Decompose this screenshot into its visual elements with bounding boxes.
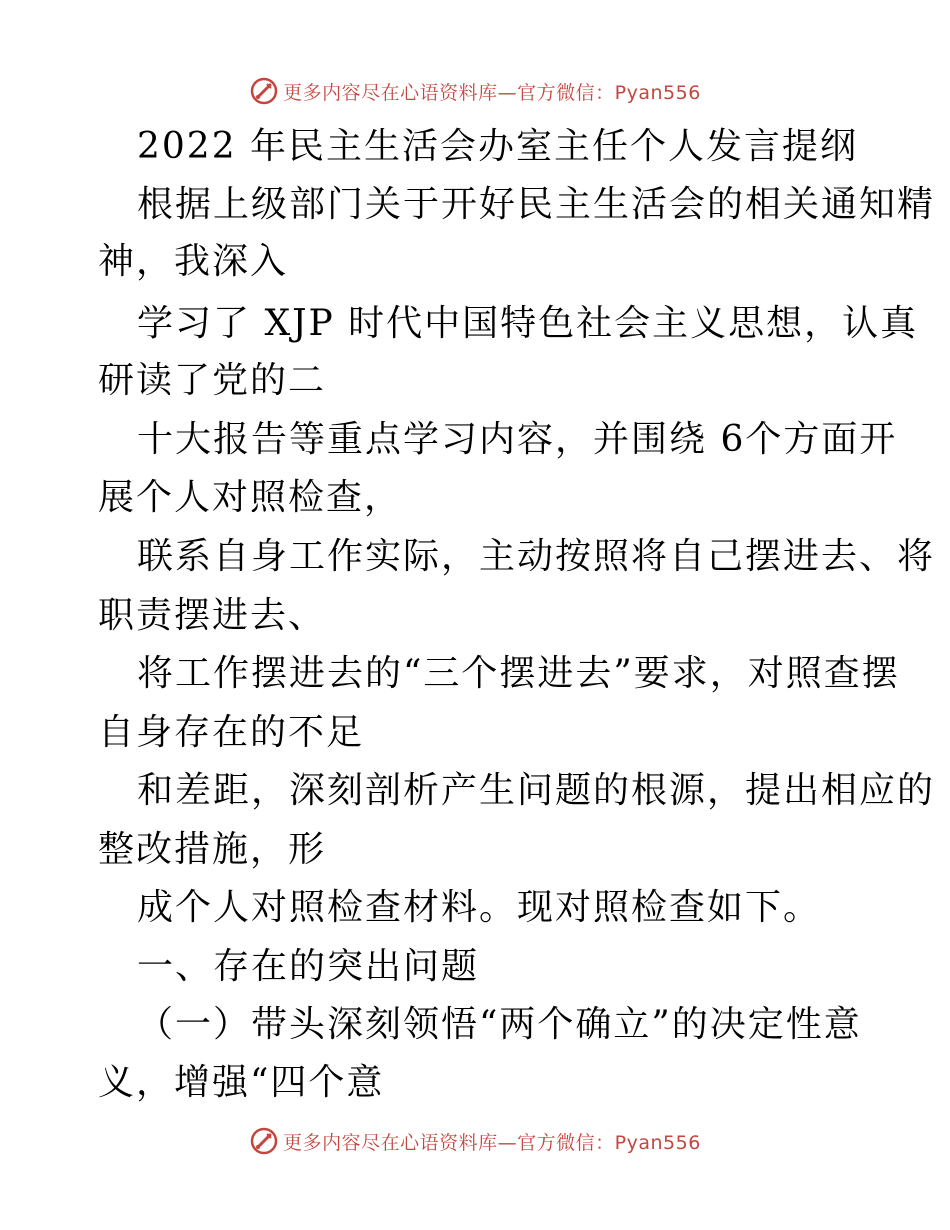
watermark-footer — [0, 1121, 950, 1161]
subsection-heading: （一）带头深刻领悟“两个确立”的决定性意 — [137, 1004, 862, 1045]
watermark-header — [0, 71, 950, 111]
text-line: 自身存在的不足 — [98, 712, 365, 753]
watermark-text: 更多内容尽在心语资料库—官方微信：Pyan556 — [283, 81, 701, 104]
text-line: 联系自身工作实际，主动按照将自己摆进去、将 — [137, 536, 936, 577]
text-line: 神，我深入 — [98, 241, 289, 282]
text-line: 义，增强“四个意 — [98, 1062, 385, 1103]
pen-logo-icon — [249, 76, 279, 106]
pen-logo-icon — [249, 1126, 279, 1156]
text-line: 和差距，深刻剖析产生问题的根源，提出相应的 — [137, 770, 936, 811]
text-line: 根据上级部门关于开好民主生活会的相关通知精 — [137, 184, 936, 225]
text-line: 研读了党的二 — [98, 360, 327, 401]
text-line: 职责摆进去、 — [98, 595, 327, 636]
text-line: 十大报告等重点学习内容，并围绕 6个方面开 — [137, 419, 898, 460]
text-line: 整改措施，形 — [98, 829, 327, 870]
text-line: 成个人对照检查材料。现对照检查如下。 — [137, 887, 822, 928]
text-line: 学习了 XJP 时代中国特色社会主义思想，认真 — [137, 303, 919, 344]
watermark-text: 更多内容尽在心语资料库—官方微信：Pyan556 — [283, 1131, 701, 1154]
section-heading: 一、存在的突出问题 — [137, 946, 480, 987]
text-line: 将工作摆进去的“三个摆进去”要求，对照查摆 — [137, 653, 900, 694]
document-title: 2022 年民主生活会办室主任个人发言提纲 — [137, 126, 859, 167]
text-line: 展个人对照检查， — [98, 477, 403, 518]
